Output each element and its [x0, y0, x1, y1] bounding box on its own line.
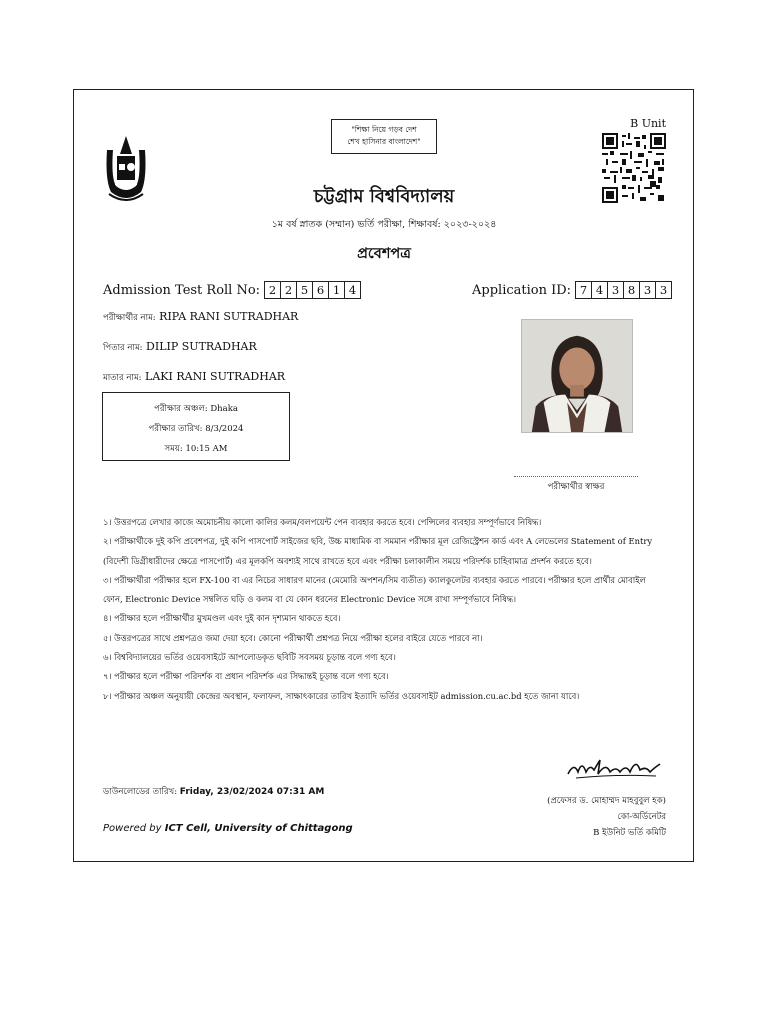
unit-label: B Unit [630, 117, 666, 130]
application-id-boxes [575, 281, 672, 299]
exam-time-row [103, 439, 289, 459]
father-name-value: DILIP SUTRADHAR [146, 340, 257, 353]
instruction-item: ৭। পরীক্ষার হলে পরীক্ষা পরিদর্শক বা প্রধান পরিদর্শক এর সিদ্ধান্তই চূড়ান্ত বলে গণ্য হবে। [103, 671, 389, 682]
mother-name-field [103, 370, 285, 385]
coordinator-name: (প্রফেসর ড. মোহাম্মদ মাহবুবুল হক) [547, 796, 666, 806]
candidate-signature-caption: পরীক্ষার্থীর স্বাক্ষর [547, 482, 605, 492]
coordinator-title: কো-অর্ডিনেটর [617, 812, 666, 822]
slogan-line-2: শেখ হাসিনার বাংলাদেশ" [347, 137, 421, 146]
exam-date-label: পরীক্ষার তারিখ: [148, 424, 203, 434]
roll-number-row [103, 281, 361, 299]
exam-time-value: 10:15 AM [185, 444, 228, 454]
candidate-name-label: পরীক্ষার্থীর নাম: [103, 313, 156, 323]
exam-time-label: সময়: [164, 444, 183, 454]
roll-digit: 2 [281, 282, 297, 298]
application-id-row [472, 281, 672, 299]
exam-session-line: ১ম বর্ষ স্নাতক (সম্মান) ভর্তি পরীক্ষা, শিক্ষাবর্ষ: ২০২৩-২০২৪ [271, 219, 497, 230]
coordinator-block [500, 793, 666, 841]
powered-by-prefix: Powered by [103, 823, 162, 834]
roll-digit: 6 [313, 282, 329, 298]
powered-by-org: ICT Cell, University of Chittagong [164, 823, 353, 834]
slogan-box [331, 119, 437, 154]
exam-date-row [103, 419, 289, 439]
exam-zone-label: পরীক্ষার অঞ্চল: [154, 404, 208, 414]
candidate-photo [521, 319, 633, 433]
candidate-signature-line [514, 476, 638, 477]
instruction-item: ৩। পরীক্ষার্থীরা পরীক্ষার হলে FX-100 বা এর নিচের সাধারণ মানের (মেমোরি অপশন/সিম ব্যতীত) ক্যালকুলেটর ব্যবহার করতে পারবে। পরীক্ষার হলে প্রার্থীর মোবাইল ফোন, Electronic Device সম্বলিত ঘড়ি ও কলম বা যে কোন ধরনের Electronic Device সঙ্গে রাখা সম্পূর্ণভাবে নিষিদ্ধ। [103, 574, 646, 605]
document-title: প্রবেশপত্র [357, 245, 411, 262]
app-digit: 8 [624, 282, 640, 298]
mother-name-value: LAKI RANI SUTRADHAR [145, 370, 286, 383]
download-date-value: Friday, 23/02/2024 07:31 AM [179, 787, 325, 797]
candidate-name-field [103, 310, 298, 325]
instruction-item: ৪। পরীক্ষার হলে পরীক্ষার্থীর মুখমণ্ডল এবং দুই কান দৃশ্যমান থাকতে হবে। [103, 613, 341, 624]
instruction-item: ৫। উত্তরপত্রের সাথে প্রশ্নপত্রও জমা দেয়া হবে। কোনো পরীক্ষার্থী প্রশ্নপত্র নিয়ে পরীক্ষা হলের বাইরে যেতে পারবে না। [103, 632, 483, 643]
roll-digit: 2 [265, 282, 281, 298]
instruction-item: ১। উত্তরপত্রে লেখার কাজে অমোচনীয় কালো কালির কলম/বলপয়েন্ট পেন ব্যবহার করতে হবে। পেন্সিলের ব্যবহার সম্পূর্ণভাবে নিষিদ্ধ। [103, 517, 542, 527]
instructions-list [103, 513, 668, 706]
app-digit: 7 [576, 282, 592, 298]
instruction-item: ২। পরীক্ষার্থীকে দুই কপি প্রবেশপত্র, দুই কপি পাসপোর্ট সাইজের ছবি, উচ্চ মাধ্যমিক বা সমমান পরীক্ষার মূল রেজিস্ট্রেশন কার্ড এবং A লেভেলের Statement of Entry (বিদেশী ডিগ্রীধারীদের ক্ষেত্রে পাসপোর্ট) এর মূলকপি অবশ্যই সাথে রাখতে হবে এবং পরীক্ষা চলাকালীন সময়ে পরিদর্শক চাহিবামাত্র প্রদর্শন করতে হবে। [103, 536, 653, 566]
father-name-field [103, 340, 257, 355]
father-name-label: পিতার নাম: [103, 343, 143, 353]
app-digit: 4 [592, 282, 608, 298]
app-digit: 3 [640, 282, 656, 298]
instruction-item: ৬। বিশ্ববিদ্যালয়ের ভর্তির ওয়েবসাইটে আপলোডকৃত ছবিটি সবসময় চূড়ান্ত বলে গণ্য হবে। [103, 652, 396, 663]
roll-digit: 5 [297, 282, 313, 298]
admission-committee: B ইউনিট ভর্তি কমিটি [593, 828, 666, 838]
mother-name-label: মাতার নাম: [103, 373, 142, 383]
slogan-line-1: "শিক্ষা নিয়ে গড়ব দেশ [351, 125, 417, 134]
download-date [103, 785, 324, 799]
candidate-name-value: RIPA RANI SUTRADHAR [159, 310, 299, 323]
coordinator-signature [566, 752, 662, 782]
powered-by [103, 823, 353, 834]
roll-digit: 1 [329, 282, 345, 298]
app-digit: 3 [608, 282, 624, 298]
roll-number-boxes [264, 281, 361, 299]
app-digit: 3 [659, 283, 668, 297]
application-id-label: Application ID: [472, 282, 572, 298]
exam-date-value: 8/3/2024 [205, 424, 244, 434]
instruction-item: ৮। পরীক্ষার অঞ্চল অনুযায়ী কেন্দ্রের অবস্থান, ফলাফল, সাক্ষাৎকারের তারিখ ইত্যাদি ভর্তির ওয়েবসাইট admission.cu.ac.bd হতে জানা যাবে। [103, 690, 580, 701]
exam-zone-value: Dhaka [210, 404, 238, 414]
roll-digit: 4 [348, 283, 357, 297]
roll-number-label: Admission Test Roll No: [103, 282, 261, 298]
exam-info-box [102, 392, 290, 461]
exam-zone-row [103, 399, 289, 419]
university-name: চট্টগ্রাম বিশ্ববিদ্যালয় [313, 186, 455, 207]
download-date-label: ডাউনলোডের তারিখ: [103, 787, 178, 797]
